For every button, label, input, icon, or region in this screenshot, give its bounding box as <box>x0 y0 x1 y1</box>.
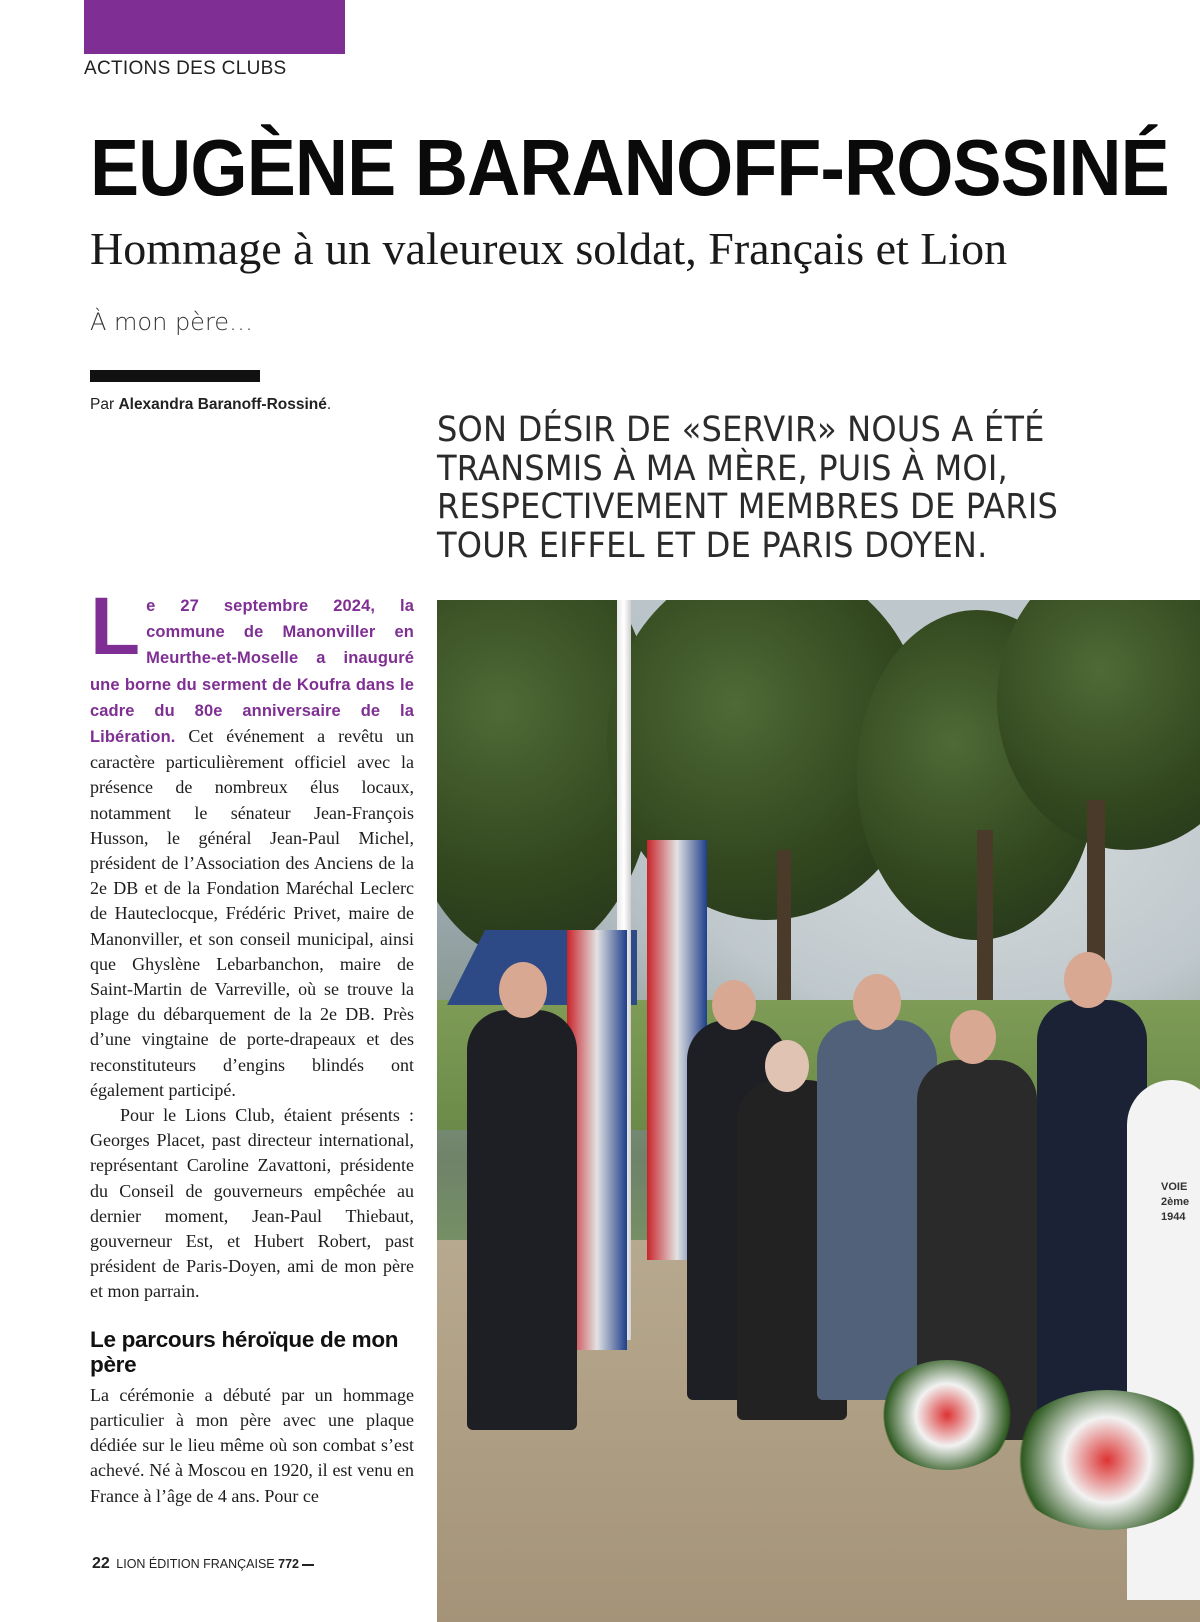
section-label: ACTIONS DES CLUBS <box>84 58 287 79</box>
page-number: 22 <box>92 1555 110 1572</box>
article-title: EUGÈNE BARANOFF-ROSSINÉ <box>90 123 1169 212</box>
ceremony-photo <box>437 600 1200 1622</box>
magazine-name: LION ÉDITION FRANÇAISE <box>116 1557 275 1571</box>
page-footer <box>92 1555 314 1573</box>
dedication: À mon père… <box>90 308 254 336</box>
byline-prefix: Par <box>90 396 119 413</box>
paragraph-2: Pour le Lions Club, étaient présents : Georges Placet, past directeur international, représentant Caroline Zavattoni, présidente du Conseil de gouverneurs empêchée au dernier moment, Jean-Paul Thiebaut, gouverneur Est, et Hubert Robert, past président de Paris-Doyen, ami de mon père et mon parrain. <box>90 1105 414 1302</box>
photo-person-head <box>853 974 901 1030</box>
byline <box>90 396 331 414</box>
marker-line-1: VOIE <box>1161 1181 1188 1193</box>
photo-person-head <box>765 1040 809 1092</box>
lead-text: e 27 septembre 2024, la commune de Manonviller en Meurthe-et-Moselle a inauguré une borne du serment de Koufra dans le cadre du 80e anniversaire de la Libération. <box>90 597 414 747</box>
pull-quote: SON DÉSIR DE «SERVIR» NOUS A ÉTÉ TRANSMIS À MA MÈRE, PUIS À MOI, RESPECTIVEMENT MEMBRES DE PARIS TOUR EIFFEL ET DE PARIS DOYEN. <box>437 410 1059 566</box>
lead-paragraph <box>90 581 415 1103</box>
section-subhead: Le parcours héroïque de mon père <box>90 1326 399 1377</box>
section-color-bar <box>84 0 345 54</box>
photo-person-head <box>1064 952 1112 1008</box>
byline-suffix: . <box>326 396 332 413</box>
footer-dash <box>302 1564 314 1566</box>
photo-person <box>467 1010 577 1430</box>
photo-person-head <box>712 980 756 1030</box>
divider-rule <box>90 370 260 382</box>
paragraph-3: La cérémonie a débuté par un hommage particulier à mon père avec une plaque dédiée sur le lieu même où son combat s’est achevé. Né à Moscou en 1920, il est venu en France à l’âge de 4 ans. Pour ce <box>90 1384 414 1506</box>
byline-author: Alexandra Baranoff-Rossiné <box>118 396 327 413</box>
drop-cap: L <box>90 581 141 672</box>
photo-marker-text <box>1161 1180 1189 1225</box>
paragraph-1: Cet événement a revêtu un caractère particulièrement officiel avec la présence de nombreux élus locaux, notamment le sénateur Jean-François Husson, le général Jean-Paul Michel, président de l’Association des Anciens de la 2e DB et de la Fondation Maréchal Leclerc de Hauteclocque, Frédéric Privet, maire de Manonviller, et son conseil municipal, ainsi que Ghyslène Lebarbanchon, maire de Saint-Martin de Varreville, où se trouve la plage du débarquement de la 2e DB. Près d’une vingtaine de porte-drapeaux et des reconstituteurs d’engins blindés ont également participé. <box>90 726 415 1100</box>
article-body <box>90 581 415 1509</box>
photo-person-head <box>499 962 547 1018</box>
photo-wreath <box>1007 1390 1200 1530</box>
marker-line-2: 2ème <box>1161 1196 1190 1208</box>
photo-person-head <box>950 1010 996 1064</box>
issue-number: 772 <box>278 1557 299 1571</box>
photo-wreath <box>877 1360 1017 1470</box>
marker-line-3: 1944 <box>1161 1211 1186 1223</box>
article-subtitle: Hommage à un valeureux soldat, Français et Lion <box>90 223 1008 274</box>
